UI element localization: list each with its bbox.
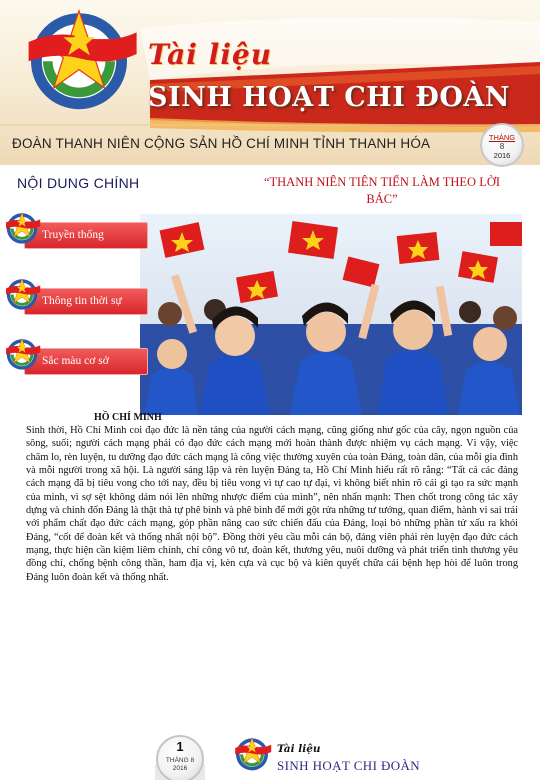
page-header xyxy=(0,0,540,165)
main-content-heading: NỘI DUNG CHÍNH xyxy=(17,175,140,191)
issue-month-label: THÁNG xyxy=(488,133,516,142)
page-number: 1 xyxy=(176,739,184,754)
menu-item-label: Truyền thống xyxy=(42,229,104,241)
feature-title: “THANH NIÊN TIÊN TIẾN LÀM THEO LỜI BÁC” xyxy=(263,175,501,206)
issue-date-badge xyxy=(480,123,524,167)
issue-year: 2016 xyxy=(493,151,511,160)
article-body: Sinh thời, Hồ Chí Minh coi đạo đức là nền tảng của người cách mạng, cũng giống như gốc của cây, ngọn nguồn của sông, suối; người cách mạng phải có đạo đức cách mạng mới hoàn thành được nhiệm vụ cách mạng. Vì vậy, việc chăm lo, rèn luyện, tu dưỡng đạo đức cách mạng là công việc thường xuyên của toàn Đảng, toàn dân, của mỗi gia đình và mỗi người trong xã hội. Là người sáng lập và rèn luyện Đảng ta, Hồ Chí Minh hiểu rất rõ rằng: “Tất cả các đảng cách mạng đã bị tiêu vong cho tới nay, đều bị tiêu vong vì tự cao tự đại, vì không biết nhìn rõ cái gì tạo ra sức mạnh của mình, vì sợ sệt không dám nói lên những nhược điểm của mình”, nên nhấn mạnh: Then chốt trong công tác xây dựng và chỉnh đốn Đảng là thật thà tự phê bình và phê bình để mới gột rửa những tư tưởng, quan điểm, hành vi sai trái với phẩm chất đạo đức cách mạng, góp phần nâng cao sức chiến đấu của Đảng, loại bỏ những phần tử xấu ra khỏi Đảng, “cốt để đoàn kết và thống nhất nội bộ”. Đồng thời yêu cầu mỗi cán bộ, đảng viên phải rèn luyện đạo đức cách mạng, thực hiện cần kiệm liêm chính, chí công vô tư, đoàn kết, thương yêu, nuôi dưỡng và phát triển tình thương yêu đồng chí, chống bệnh công thần, ham địa vị, kèn cựa và cục bộ và kiên quyết chữa cái bệnh hẹp hòi để luôn trong Đảng luôn đoàn kết và thống nhất. xyxy=(26,425,518,583)
youth-union-emblem-icon xyxy=(2,337,42,375)
header-script-title: Tài liệu xyxy=(148,38,273,71)
menu-item-label: Sắc màu cơ sở xyxy=(42,355,109,367)
page-number-badge xyxy=(156,735,204,780)
page-month: THÁNG 8 xyxy=(165,757,195,764)
youth-union-emblem-icon xyxy=(14,6,144,126)
issue-month: 8 xyxy=(499,142,505,151)
footer-script-title: Tài liệu xyxy=(277,743,321,755)
article-heading: HỒ CHÍ MINH xyxy=(94,412,162,423)
menu-item-truyen-thong[interactable] xyxy=(0,210,150,250)
youth-union-emblem-icon xyxy=(232,736,272,776)
menu-item-thong-tin-thoi-su[interactable] xyxy=(0,276,150,316)
header-main-title: SINH HOẠT CHI ĐOÀN xyxy=(148,82,510,113)
youth-rally-photo xyxy=(140,214,522,415)
organization-name: ĐOÀN THANH NIÊN CỘNG SẢN HỒ CHÍ MINH TỈNH THANH HÓA xyxy=(12,136,431,151)
menu-item-label: Thông tin thời sự xyxy=(42,295,122,307)
youth-union-emblem-icon xyxy=(2,277,42,315)
youth-union-emblem-icon xyxy=(2,211,42,249)
page-year: 2016 xyxy=(172,765,188,772)
menu-item-sac-mau-co-so[interactable] xyxy=(0,336,150,376)
footer-main-title: SINH HOẠT CHI ĐOÀN xyxy=(277,758,421,773)
